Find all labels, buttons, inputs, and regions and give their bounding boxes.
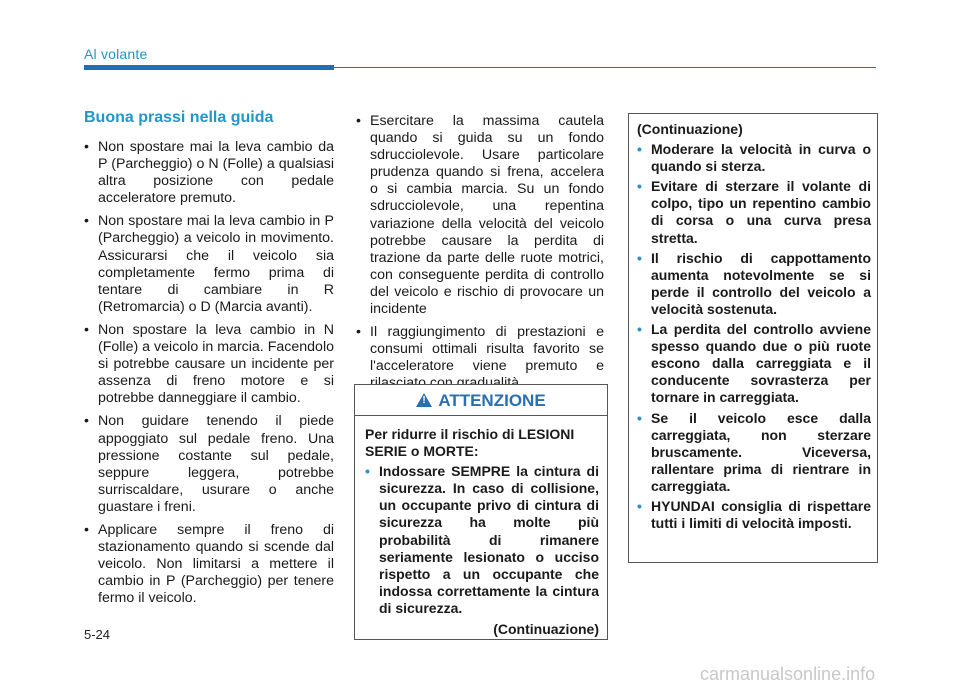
header-rule-thick [84, 65, 334, 70]
column-1 [84, 139, 334, 613]
warning-header [355, 385, 607, 416]
warning-triangle-icon [416, 393, 432, 407]
list-item: • Non spostare mai la leva cambio in P (Parcheggio) a veicolo in movimento. Assicurarsi che il veicolo sia completamente fermo prima di tentare di cambiare in R (Retromarcia) o D (Marcia avanti). [84, 213, 334, 316]
warning-intro: Per ridurre il rischio di LESIONI SERIE o MORTE: [365, 426, 575, 460]
continuation-item: • Se il veicolo esce dalla carreggiata, non sterzare bruscamente. Viceversa, rallentare prima di rientrare in carreggiata. [637, 410, 871, 495]
warning-box [354, 384, 608, 640]
section-label: Al volante [84, 46, 148, 62]
header-rule-thin [334, 67, 876, 68]
list-item: • Esercitare la massima cautela quando si guida su un fondo sdrucciolevole. Usare particolare prudenza quando si frena, accelera o si cambia marcia. Su un fondo sdrucciolevole, una repentina variazione della velocità del veicolo potrebbe causare la perdita di trazione da parte delle ruote motrici, con conseguente perdita di controllo del veicolo e rischio di provocare un incidente [356, 113, 604, 318]
warning-title-row [355, 391, 607, 411]
continuation-title: (Continuazione) [637, 121, 743, 137]
column-2 [356, 113, 604, 399]
list-item: • Non spostare la leva cambio in N (Folle) a veicolo in marcia. Facendolo si potrebbe causare un incidente per assenza di freno motore e si potrebbe danneggiare il cambio. [84, 322, 334, 407]
continuation-body [637, 121, 871, 535]
continuation-box [628, 113, 878, 563]
warning-item: • Indossare SEMPRE la cintura di sicurezza. In caso di collisione, un occupante privo di cintura di sicurezza ha molte più probabilità di rimanere seriamente lesionato o ucciso rispetto a un occupante che indossa correttamente la cintura di sicurezza. [365, 463, 599, 617]
warning-title: ATTENZIONE [438, 391, 546, 410]
list-item: • Non spostare mai la leva cambio da P (Parcheggio) o N (Folle) a qualsiasi altra posizione con pedale acceleratore premuto. [84, 139, 334, 207]
continuation-item: • HYUNDAI consiglia di rispettare tutti i limiti di velocità imposti. [637, 498, 871, 532]
warning-continued: (Continuazione) [493, 621, 599, 638]
list-item: • Applicare sempre il freno di stazionamento quando si scende dal veicolo. Non limitarsi a mettere il cambio in P (Parcheggio) per tenere fermo il veicolo. [84, 522, 334, 607]
warning-body [365, 426, 599, 638]
continuation-item: • Moderare la velocità in curva o quando si sterza. [637, 141, 871, 175]
list-item: • Non guidare tenendo il piede appoggiato sul pedale freno. Una pressione costante sul pedale, seppure leggera, potrebbe surriscaldare, usurare o anche guastare i freni. [84, 413, 334, 516]
watermark: carmanualsonline.info [700, 664, 876, 684]
page-number: 5-24 [84, 627, 111, 642]
continuation-item: • Il rischio di cappottamento aumenta notevolmente se si perde il controllo del veicolo a velocità sostenuta. [637, 250, 871, 318]
list-item: • Il raggiungimento di prestazioni e consumi ottimali risulta favorito se l'acceleratore viene premuto e [356, 324, 604, 392]
section-heading: Buona prassi nella guida [84, 109, 274, 126]
continuation-item: • La perdita del controllo avviene spesso quando due o più ruote escono dalla carreggiata e il conducente sovrasterza per tornare in carreggiata. [637, 321, 871, 406]
continuation-item: • Evitare di sterzare il volante di colpo, tipo un repentino cambio di corsa o una curva presa stretta. [637, 178, 871, 246]
